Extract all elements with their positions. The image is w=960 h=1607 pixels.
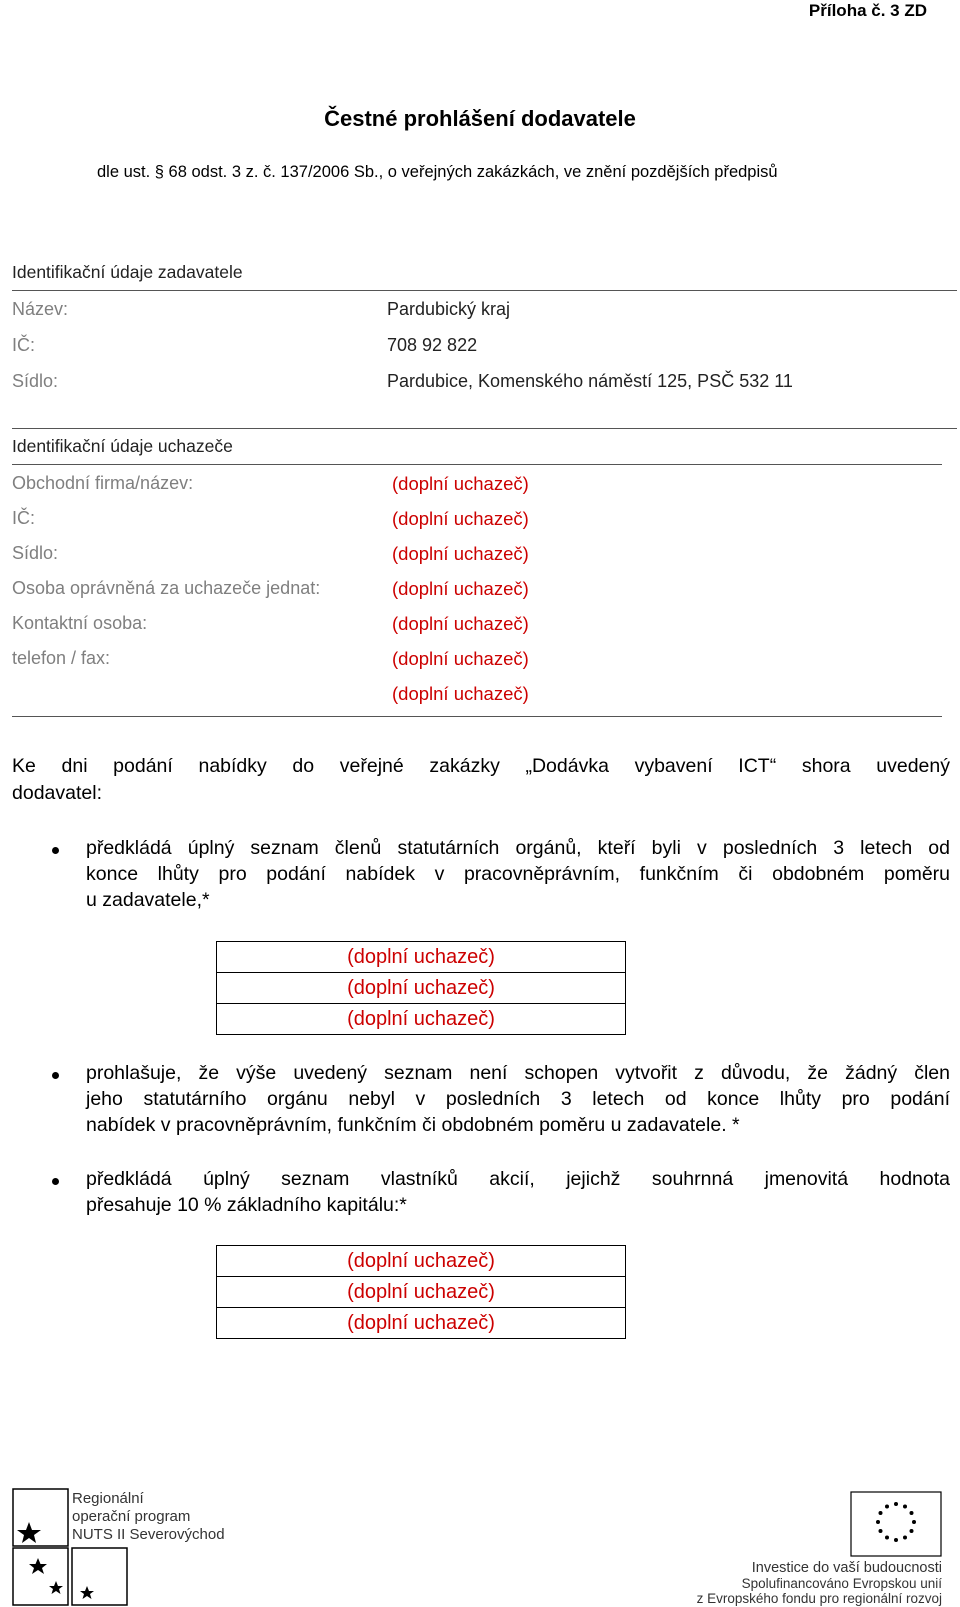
bullet-1-line-1: předkládá úplný seznam členů statutárních orgánů, kteří byli v posledních 3 letech od — [86, 837, 950, 859]
bullet-dot — [52, 1072, 59, 1079]
document-title: Čestné prohlášení dodavatele — [324, 106, 636, 131]
authority-label-ic: IČ: — [12, 335, 36, 355]
bullet-2-line-2: jeho statutárního orgánu nebyl v posledních 3 letech od konce lhůty pro podání — [86, 1088, 950, 1110]
bullet-2-text — [86, 1060, 950, 1138]
members-list-cell[interactable]: (doplní uchazeč) — [217, 942, 625, 973]
authority-label-seat: Sídlo: — [12, 371, 59, 391]
contracting-authority-heading: Identifikační údaje zadavatele — [12, 262, 243, 282]
bullet-1-line-3: u zadavatele,* — [86, 889, 210, 911]
eu-text-line-1: Investice do vaší budoucnosti — [751, 1560, 942, 1576]
bidder-value-company[interactable]: (doplní uchazeč) — [392, 473, 529, 494]
eu-flag-icon — [850, 1491, 942, 1557]
authority-value-seat: Pardubice, Komenského náměstí 125, PSČ 532 11 — [387, 371, 793, 391]
shareholders-list-table — [216, 1245, 626, 1339]
rop-text-line-1: Regionální — [72, 1490, 144, 1507]
bidder-label-company: Obchodní firma/název: — [12, 473, 194, 493]
section-divider — [12, 428, 957, 429]
bidder-label-ic: IČ: — [12, 508, 36, 528]
bidder-value-seat[interactable]: (doplní uchazeč) — [392, 543, 529, 564]
document-subtitle: dle ust. § 68 odst. 3 z. č. 137/2006 Sb., o veřejných zakázkách, ve znění pozdějších předpisů — [97, 163, 778, 181]
bullet-1-text — [86, 835, 950, 913]
eu-text-line-2: Spolufinancováno Evropskou unií — [741, 1576, 942, 1591]
bidder-heading: Identifikační údaje uchazeče — [12, 436, 233, 456]
bullet-3-text — [86, 1166, 950, 1218]
bidder-value-fax[interactable]: (doplní uchazeč) — [392, 683, 529, 704]
members-list-table — [216, 941, 626, 1035]
section-divider — [12, 716, 942, 717]
section-divider — [12, 290, 957, 291]
shareholders-list-cell[interactable]: (doplní uchazeč) — [217, 1277, 625, 1308]
authority-label-name: Název: — [12, 299, 69, 319]
shareholders-list-cell[interactable]: (doplní uchazeč) — [347, 1312, 495, 1334]
rop-text-line-3: NUTS II Severovýchod — [72, 1526, 225, 1543]
authority-value-ic: 708 92 822 — [387, 335, 478, 355]
bullet-2-line-3: nabídek v pracovněprávním, funkčním či obdobném poměru u zadavatele. * — [86, 1114, 740, 1136]
section-divider — [12, 464, 942, 465]
bullet-2-line-1: prohlašuje, že výše uvedený seznam není schopen vytvořit z důvodu, že žádný člen — [86, 1062, 950, 1084]
bidder-value-contact-person[interactable]: (doplní uchazeč) — [392, 613, 529, 634]
bidder-label-phone-fax: telefon / fax: — [12, 648, 111, 668]
intro-line-1: Ke dni podání nabídky do veřejné zakázky „Dodávka vybavení ICT“ shora uvedený — [12, 755, 950, 777]
bidder-value-authorized-person[interactable]: (doplní uchazeč) — [392, 578, 529, 599]
authority-value-name: Pardubický kraj — [387, 299, 511, 319]
bidder-value-phone[interactable]: (doplní uchazeč) — [392, 648, 529, 669]
bidder-value-ic[interactable]: (doplní uchazeč) — [392, 508, 529, 529]
members-list-cell[interactable]: (doplní uchazeč) — [347, 1008, 495, 1030]
bullet-dot — [52, 847, 59, 854]
bullet-dot — [52, 1178, 59, 1185]
members-list-cell[interactable]: (doplní uchazeč) — [217, 973, 625, 1004]
bidder-label-seat: Sídlo: — [12, 543, 59, 563]
rop-text-line-2: operační program — [72, 1508, 191, 1525]
bullet-1-line-2: konce lhůty pro podání nabídek v pracovněprávním, funkčním či obdobném poměru — [86, 863, 950, 885]
bidder-label-contact-person: Kontaktní osoba: — [12, 613, 148, 633]
annex-label: Příloha č. 3 ZD — [808, 1, 927, 20]
shareholders-list-cell[interactable]: (doplní uchazeč) — [217, 1246, 625, 1277]
eu-text-line-3: z Evropského fondu pro regionální rozvoj — [696, 1591, 942, 1606]
intro-line-2: dodavatel: — [12, 782, 102, 804]
bullet-3-line-2: přesahuje 10 % základního kapitálu:* — [86, 1194, 407, 1216]
bullet-3-line-1: předkládá úplný seznam vlastníků akcií, jejichž souhrnná jmenovitá hodnota — [86, 1168, 950, 1190]
bidder-label-authorized-person: Osoba oprávněná za uchazeče jednat: — [12, 578, 321, 598]
